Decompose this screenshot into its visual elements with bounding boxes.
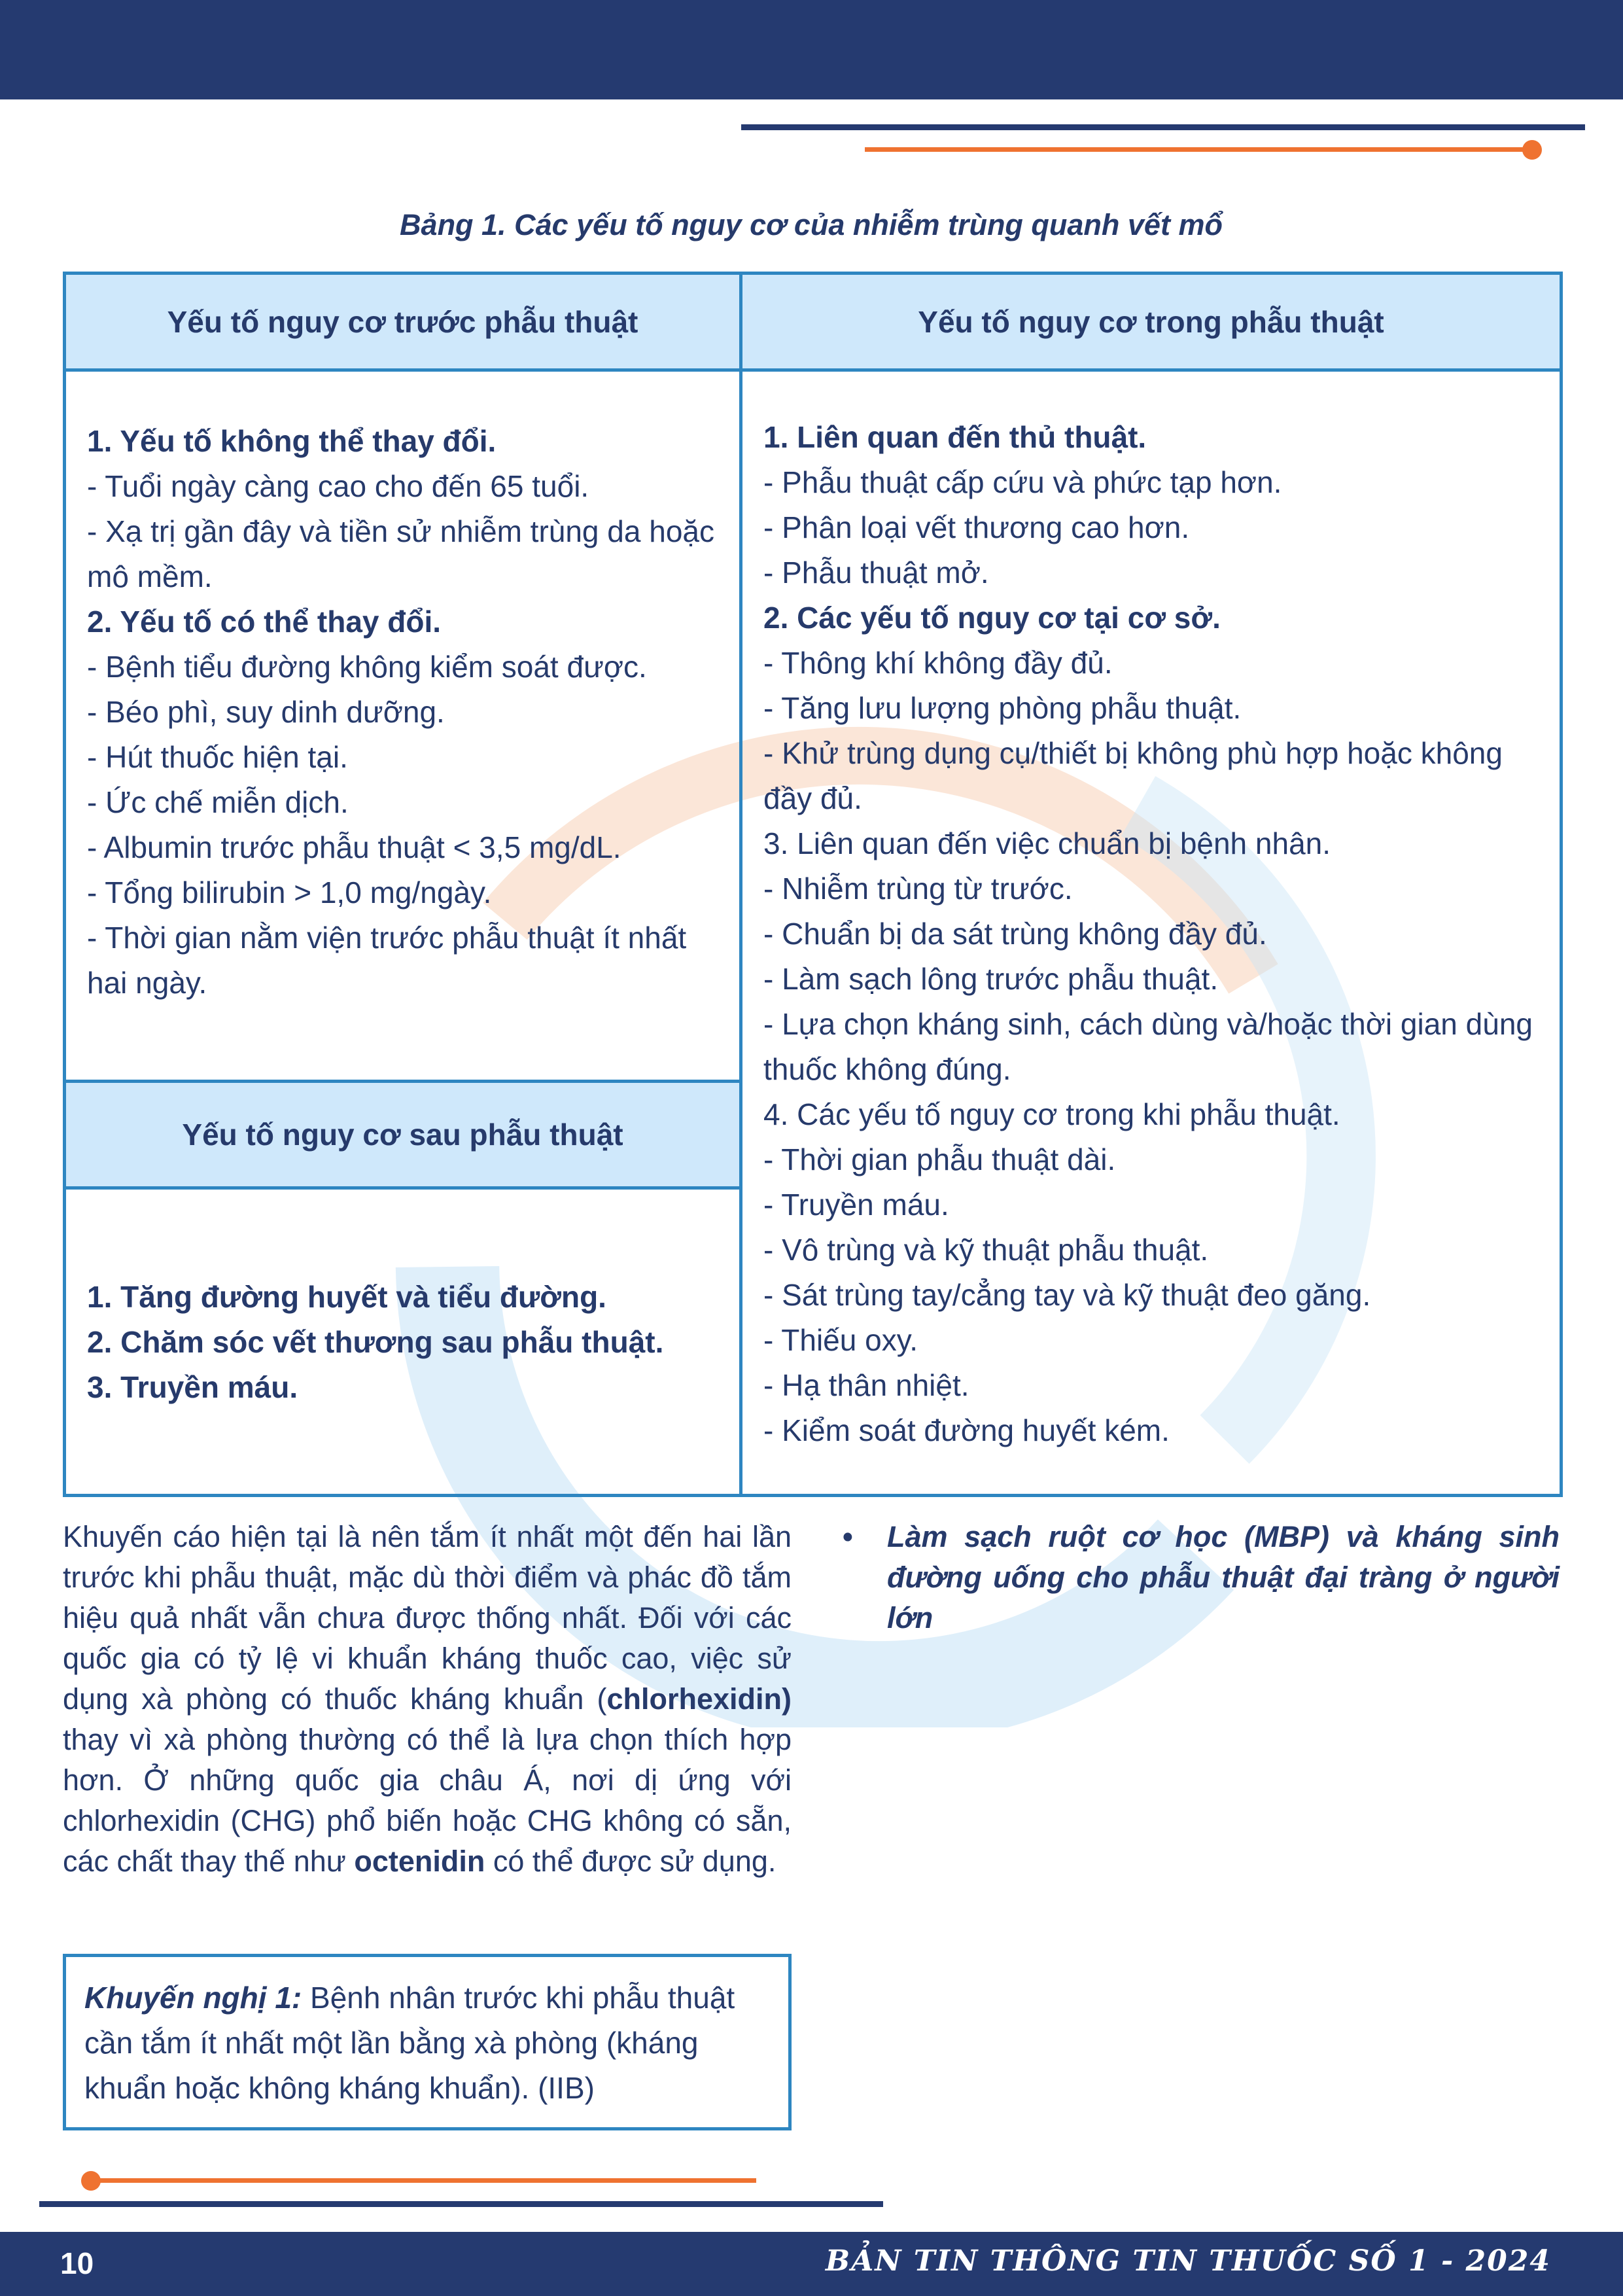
top-banner (0, 0, 1623, 99)
risk-factor-table (63, 272, 1563, 1497)
recommendation-box (63, 1954, 792, 2130)
postoperative-line: 3. Truyền máu. (87, 1370, 298, 1404)
postoperative-line: 2. Chăm sóc vết thương sau phẫu thuật. (87, 1325, 664, 1359)
footer-title: BẢN TIN THÔNG TIN THUỐC SỐ 1 - 2024 (825, 2244, 1551, 2278)
intraoperative-line: - Truyền máu. (763, 1188, 949, 1222)
intraoperative-line: - Phẫu thuật mở. (763, 556, 989, 590)
preoperative-line: - Hút thuốc hiện tại. (87, 740, 348, 774)
postoperative-line: 1. Tăng đường huyết và tiểu đường. (87, 1280, 606, 1314)
header-rule-orange (865, 147, 1531, 152)
preoperative-line: - Xạ trị gần đây và tiền sử nhiễm trùng da hoặc mô mềm. (87, 514, 714, 593)
preoperative-line: - Bệnh tiểu đường không kiểm soát được. (87, 650, 647, 684)
intraoperative-line: - Phân loại vết thương cao hơn. (763, 510, 1190, 544)
term-octenidin: octenidin (354, 1845, 485, 1878)
page-number: 10 (60, 2246, 94, 2280)
postoperative-factors (65, 1188, 741, 1496)
intraoperative-line: - Kiểm soát đường huyết kém. (763, 1413, 1170, 1447)
preoperative-factors (65, 370, 741, 1082)
body-text-1: Khuyến cáo hiện tại là nên tắm ít nhất một đến hai lần trước khi phẫu thuật, mặc dù thời điểm và phác đồ tắm hiệu quả nhất vẫn chưa được thống nhất. Đối với các quốc gia có tỷ lệ vi khuẩn kháng thuốc cao, việc sử dụng xà phòng có thuốc kháng khuẩn ( (63, 1520, 792, 1716)
body-paragraph (63, 1517, 792, 1882)
bullet-icon: • (843, 1520, 853, 1553)
footer-rule-navy (39, 2201, 883, 2207)
intraoperative-line: 1. Liên quan đến thủ thuật. (763, 420, 1147, 454)
intraoperative-line: - Nhiễm trùng từ trước. (763, 872, 1073, 906)
header-rule-dot (1522, 140, 1542, 160)
intraoperative-line: - Thông khí không đầy đủ. (763, 646, 1113, 680)
preoperative-line: - Tuổi ngày càng cao cho đến 65 tuổi. (87, 469, 589, 503)
preoperative-line: - Tổng bilirubin > 1,0 mg/ngày. (87, 875, 492, 910)
header-preoperative: Yếu tố nguy cơ trước phẫu thuật (65, 274, 741, 370)
intraoperative-line: 2. Các yếu tố nguy cơ tại cơ sở. (763, 601, 1221, 635)
bullet-item (843, 1517, 1560, 1638)
bullet-text: Làm sạch ruột cơ học (MBP) và kháng sinh đường uống cho phẫu thuật đại tràng ở người lớn (887, 1520, 1560, 1634)
intraoperative-line: - Hạ thân nhiệt. (763, 1368, 969, 1402)
intraoperative-line: - Thiếu oxy. (763, 1323, 918, 1357)
intraoperative-line: - Chuẩn bị da sát trùng không đầy đủ. (763, 917, 1267, 951)
body-text-3: có thể được sử dụng. (485, 1845, 777, 1878)
intraoperative-factors (741, 370, 1562, 1496)
intraoperative-line: - Phẫu thuật cấp cứu và phức tạp hơn. (763, 465, 1282, 499)
intraoperative-line: 3. Liên quan đến việc chuẩn bị bệnh nhân. (763, 826, 1331, 860)
body-text-2: thay vì xà phòng thường có thể là lựa chọn thích hợp hơn. Ở những quốc gia châu Á, nơi dị ứng với chlorhexidin (CHG) phổ biến hoặc CHG không có sẵn, các chất thay thế như (63, 1723, 792, 1878)
preoperative-line: 1. Yếu tố không thể thay đổi. (87, 424, 497, 458)
table-caption: Bảng 1. Các yếu tố nguy cơ của nhiễm trùng quanh vết mổ (400, 208, 1223, 241)
intraoperative-line: - Sát trùng tay/cẳng tay và kỹ thuật đeo găng. (763, 1278, 1371, 1312)
preoperative-line: - Ức chế miễn dịch. (87, 785, 349, 819)
intraoperative-line: - Làm sạch lông trước phẫu thuật. (763, 962, 1219, 996)
recommendation-text: Bệnh nhân trước khi phẫu thuật cần tắm ít nhất một lần bằng xà phòng (kháng khuẩn hoặc không kháng khuẩn). (IIB) (84, 1981, 735, 2105)
intraoperative-line: 4. Các yếu tố nguy cơ trong khi phẫu thuật. (763, 1097, 1340, 1131)
intraoperative-line: - Khử trùng dụng cụ/thiết bị không phù hợp hoặc không đầy đủ. (763, 736, 1503, 815)
intraoperative-line: - Thời gian phẫu thuật dài. (763, 1142, 1116, 1176)
footer-rule-orange (92, 2178, 756, 2183)
preoperative-line: 2. Yếu tố có thể thay đổi. (87, 605, 442, 639)
intraoperative-line: - Vô trùng và kỹ thuật phẫu thuật. (763, 1233, 1209, 1267)
preoperative-line: - Thời gian nằm viện trước phẫu thuật ít nhất hai ngày. (87, 921, 687, 1000)
header-rule-navy (741, 124, 1585, 130)
preoperative-line: - Albumin trước phẫu thuật < 3,5 mg/dL. (87, 830, 621, 864)
header-intraoperative: Yếu tố nguy cơ trong phẫu thuật (741, 274, 1562, 370)
preoperative-line: - Béo phì, suy dinh dưỡng. (87, 695, 445, 729)
header-postoperative: Yếu tố nguy cơ sau phẫu thuật (65, 1082, 741, 1188)
intraoperative-line: - Lựa chọn kháng sinh, cách dùng và/hoặc thời gian dùng thuốc không đúng. (763, 1007, 1533, 1086)
intraoperative-line: - Tăng lưu lượng phòng phẫu thuật. (763, 691, 1242, 725)
recommendation-label: Khuyến nghị 1: (84, 1981, 302, 2015)
term-chlorhexidin: chlorhexidin) (606, 1682, 792, 1716)
